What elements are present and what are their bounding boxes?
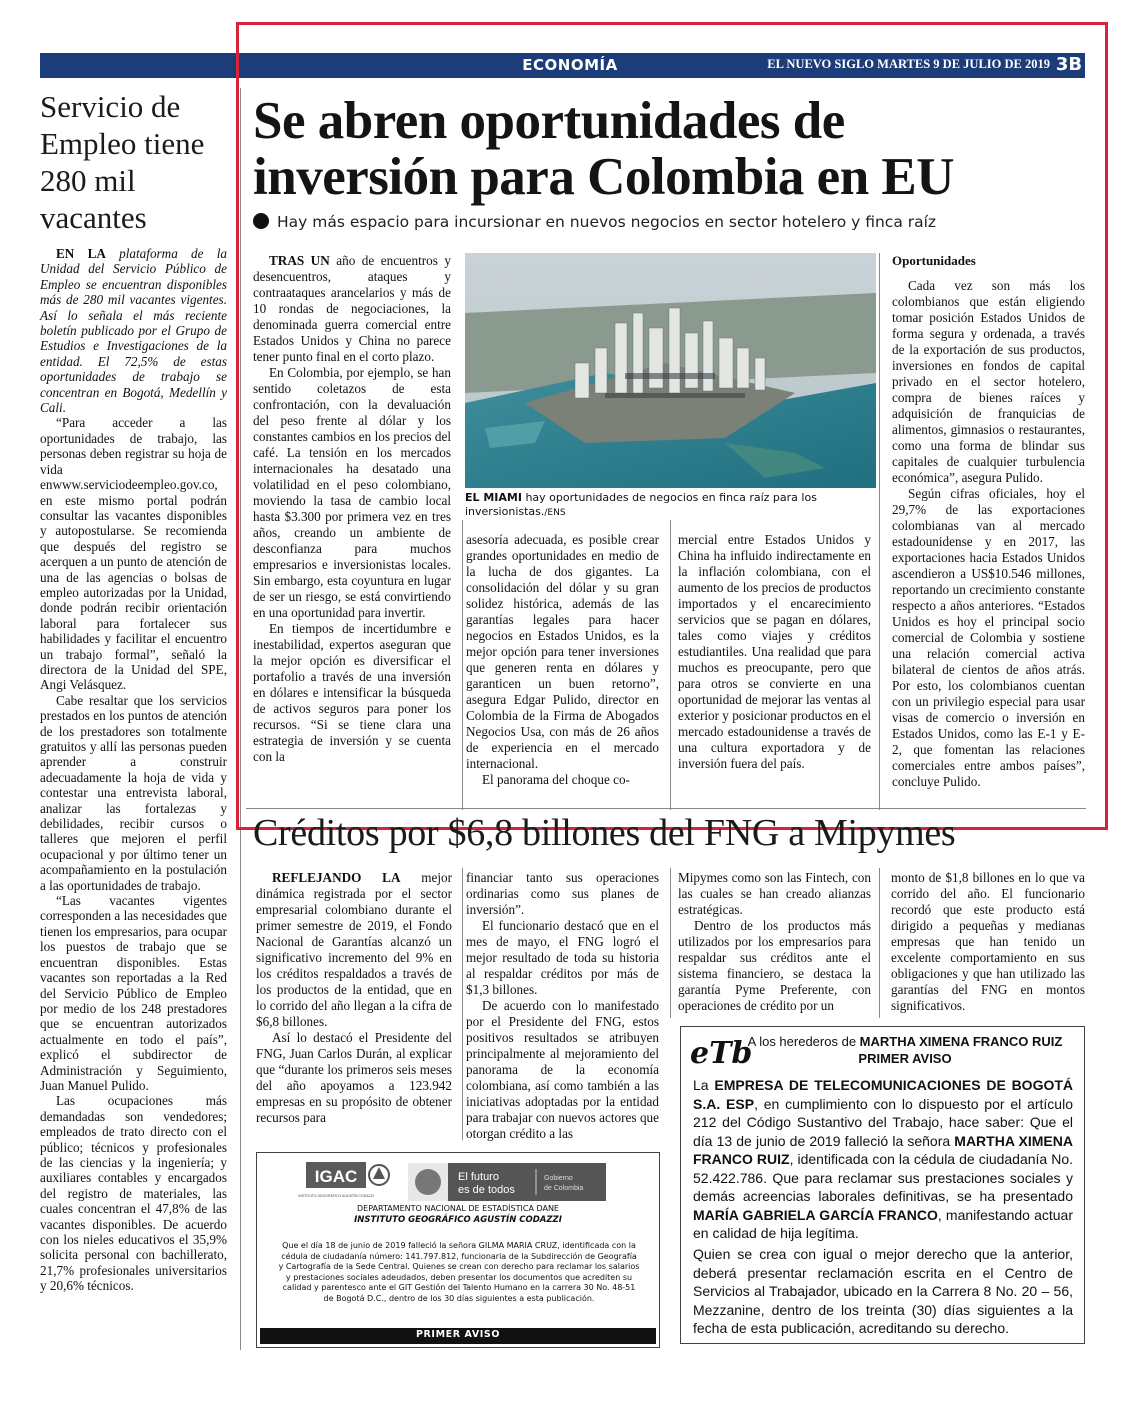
text: , manifestando actuar en calidad de hija legítima. xyxy=(693,1206,1073,1241)
text: La xyxy=(693,1077,709,1093)
banner-gov-2: de Colombia xyxy=(544,1185,584,1192)
etb-logo: eTb xyxy=(690,1036,753,1071)
paragraph-text: año de encuentros y desencuentros, ataques y contraataques arancelarios y más de 10 rondas de negociaciones, la denominada guerra comercial entre Estados Unidos y China no parece tener punto final en el corto plazo. xyxy=(253,253,451,364)
miami-aerial-photo xyxy=(465,253,876,488)
column-rule xyxy=(879,868,880,1018)
left-article-body xyxy=(40,246,227,1294)
lead-caps: REFLEJANDO LA xyxy=(272,870,401,885)
banner-text-1: El futuro xyxy=(458,1171,499,1183)
lead-caps: TRAS UN xyxy=(269,253,330,268)
main-col-3 xyxy=(678,532,871,772)
paragraph: En Colombia, por ejemplo, se han sentido coletazos de esta confrontación, con la devaluación del peso frente al dólar y los constantes cambios en los precios del café. La tensión en los mercados internacionales ha desatado una volatilidad en el peso colombiano, moviendo la tasa de cambio local hasta $3.300 por primera vez en tres años, creando un ambiente de desconfianza para muchos empresarios e inversionistas locales. Sin embargo, esta coyuntura en lugar de ser un riesgo, se está convirtiendo en una oportunidad para invertir. xyxy=(253,365,451,620)
paragraph: El panorama del choque co- xyxy=(482,772,630,787)
paragraph: De acuerdo con lo manifestado por el Presidente del FNG, estos positivos resultados se atribuyen principalmente al mejoramiento del panorama de la economía colombiana, así como también a las iniciativas adoptadas por la entidad para trabajar con nuevos actores que otorgan crédito a las xyxy=(466,998,659,1141)
igac-logo-subtext: INSTITUTO GEOGRÁFICO AGUSTÍN CODAZZI xyxy=(298,1194,374,1198)
section-divider xyxy=(246,808,1086,809)
photo-credit: /ENS xyxy=(544,508,566,518)
paragraph: “Las vacantes vigentes corresponden a las necesidades que tienen los empresarios, para ocupar los puestos de trabajo que se encuentran disponibles. Estas vacantes son reportadas a la Red del Servicio Público de Empleo por medio de los 248 prestadores que se encuentran autorizados actualmente en todo el país”, explicó el subdirector de Administración y Seguimiento, Juan Manuel Pulido. xyxy=(40,893,227,1093)
heading-prefix: A los herederos de xyxy=(747,1034,857,1049)
paragraph xyxy=(253,253,451,365)
igac-logo xyxy=(298,1160,390,1206)
paragraph: Según cifras oficiales, hoy el 29,7% de las exportaciones colombianas van al mercado estadounidense y en 2017, las exportaciones hacia Estados Unidos ascendieron a US$10.546 millones, reportando un crecimiento constante respecto a años anteriores. “Estados Unidos es hoy el principal socio comercial de Colombia y sostiene una relación comercial activa bilateral de cientos de años atrás. Por esto, los colombianos cuentan con un privilegio especial para usar visas de comercio o inversión en Estados Unidos, como las E-1 y E-2, que fomentan las relaciones comerciales entre ambos países”, concluye Pulido. xyxy=(892,486,1085,789)
paragraph-text: mejor dinámica registrada por el sector empresarial colombiano durante el primer semestre de 2019, el Fondo Nacional de Garantías alcanzó un significativo incremento del 9% en los créditos respaldados a través de los productos de la entidad, que en lo corrido del año llegan a la cifra de $6,8 billones. xyxy=(256,870,452,1029)
paragraph: En tiempos de incertidumbre e inestabilidad, expertos aseguran que la mejor opción es diversificar el portafolio a través de una inversión en dólares e intensificar la búsqueda de activos seguros para poner los recursos. “Si se tiene clara una estrategia de inversión y se cuenta con la xyxy=(253,621,451,764)
column-rule xyxy=(462,520,463,810)
paragraph: El funcionario destacó que en el mes de mayo, el FNG logró el mejor resultado de toda su historia al respaldar créditos por más de $1,3 billones. xyxy=(466,918,659,997)
main-col-2 xyxy=(466,532,659,788)
masthead-name: EL NUEVO SIGLO xyxy=(767,57,875,71)
column-rule xyxy=(240,88,241,1350)
second-col-1 xyxy=(256,870,452,1126)
main-col-1 xyxy=(253,253,451,765)
caption-text: hay oportunidades de negocios en finca raíz para los inversionistas. xyxy=(465,491,817,518)
paragraph xyxy=(256,870,452,1030)
etb-notice-label: PRIMER AVISO xyxy=(858,1051,952,1066)
column-rule xyxy=(670,868,671,1018)
main-subhead xyxy=(253,213,1053,231)
text: , en cumplimiento con lo dispuesto por el artículo 212 del Código Sustantivo del Trabajo, hace saber: Que el día 13 de junio de 2019 falleció la señora xyxy=(693,1095,1073,1149)
headline-line: inversión para Colombia en EU xyxy=(253,148,955,206)
column-rule xyxy=(879,253,880,810)
section-name: ECONOMÍA xyxy=(522,56,618,74)
second-col-2 xyxy=(466,870,659,1142)
igac-logo-icon xyxy=(298,1160,390,1206)
masthead-date xyxy=(760,57,1050,72)
subhead-text: Hay más espacio para incursionar en nuevos negocios en sector hotelero y finca raíz xyxy=(277,213,937,231)
company-name: EMPRESA DE TELECOMUNICACIONES DE BOGOTÁ S.A. ESP xyxy=(693,1077,1074,1112)
igac-footer-label: PRIMER AVISO xyxy=(415,1329,501,1340)
caption-lead: EL MIAMI xyxy=(465,491,522,504)
text: , identificada con la cédula de ciudadanía No. 52.422.786. Que para reclamar sus prestaciones sociales y demás acreencias laborales definitivas, se ha presentado xyxy=(693,1151,1074,1204)
column-rule xyxy=(462,868,463,1140)
paragraph: mercial entre Estados Unidos y China ha influido indirectamente en la inflación colombiana, con el aumento de los precios de productos importados y el encarecimiento servicios que se pagan en dólares, tales como viajes y créditos estudiantiles. Una realidad que para muchos es preocupante, pero que para otros se convierte en una oportunidad de mejorar las ventas al exterior y posicionar productos en el mercado estadounidense a través de una cultura exportadora y de inversión fuera del país. xyxy=(678,532,871,771)
paragraph-text: plataforma de la Unidad del Servicio Público de Empleo se encuentran disponibles más de 280 mil vacantes vigentes. Así lo señala el más reciente boletín publicado por el Grupo de Estudios e Investigaciones de la entidad. El 72,5% de estas oportunidades de trabajo se concentran en Bogotá, Medellín y Cali. xyxy=(40,246,228,416)
government-banner-art xyxy=(408,1163,606,1201)
photo-caption xyxy=(465,491,876,520)
paragraph: asesoría adecuada, es posible crear grandes oportunidades en medio de la lucha de dos gigantes. La consolidación del dólar y su gran solidez histórica, además de las garantías legales para hacer negocios en Estados Unidos, es la mejor opción para tener inversiones que generen renta en dólares y garanticen un buen retorno”, asegura Edgar Pulido, director en Colombia de la Firma de Abogados Negocios Usa, con más de 26 años de experiencia en el mercado internacional. xyxy=(466,532,659,771)
banner-text-2: es de todos xyxy=(458,1184,515,1196)
column-rule xyxy=(670,520,671,810)
igac-logo-text: IGAC xyxy=(314,1167,358,1186)
lead-caps: EN LA xyxy=(56,246,106,261)
government-banner xyxy=(408,1163,606,1201)
paragraph: Cabe resaltar que los servicios prestados en los puntos de atención de los prestadores son totalmente gratuitos y allí las personas pueden aprender a construir adecuadamente la hoja de vida y contestar una entrevista laboral, analizar las fortalezas y debilidades, recibir cursos o talleres que mejoren el perfil ocupacional y por último tener un acompañamiento en la postulación a las oportunidades de trabajo. xyxy=(40,692,227,893)
heading-name: MARTHA XIMENA FRANCO RUIZ xyxy=(859,1034,1063,1049)
bullet-icon xyxy=(253,213,269,229)
banner-gov-1: Gobierno xyxy=(544,1175,573,1182)
paragraph: monto de $1,8 billones en lo que va corrido del año. El funcionario recordó que este producto está dirigido a pequeñas y medianas empresas que han tenido un excelente comportamiento en sus obligaciones y que han utilizado las garantías del FNG en montos significativos. xyxy=(891,870,1085,1013)
second-col-4 xyxy=(891,870,1085,1014)
main-col-4 xyxy=(892,278,1085,790)
deceased-name: MARTHA XIMENA FRANCO RUIZ xyxy=(693,1132,1073,1167)
page-number: 3B xyxy=(1055,54,1083,75)
etb-notice-paragraph-1 xyxy=(693,1076,1073,1243)
paragraph: “Para acceder a las oportunidades de trabajo, las personas deben registrar su hoja de vida enwww.serviciodeempleo.gov.co, en este mismo portal podrán consultar las vacantes disponibles y autopostularse. Se recomienda que después del registro se acerquen a un punto de atención de una de las agencias o bolsas de empleo autorizadas por la Unidad, donde podrán recibir orientación laboral para fortalecer sus habilidades y facilitar el encuentro un trabajo formal”, señaló la directora de la Unidad del SPE, Angi Velásquez. xyxy=(40,415,227,693)
claimant-name: MARÍA GABRIELA GARCÍA FRANCO xyxy=(693,1206,938,1223)
second-headline: Créditos por $6,8 billones del FNG a Mipymes xyxy=(253,812,956,854)
igac-department: DEPARTAMENTO NACIONAL DE ESTADÍSTICA DANE xyxy=(356,1204,559,1213)
etb-heading xyxy=(740,1033,1070,1067)
igac-institute: INSTITUTO GEOGRÁFICO AGUSTÍN CODAZZI xyxy=(354,1215,562,1225)
paragraph xyxy=(40,246,227,415)
etb-notice-paragraph-2: Quien se crea con igual o mejor derecho que la anterior, deberá presentar reclamación escrita en el Centro de Servicios al Trabajador, ubicado en la Carrera 8 No. 20 – 56, Mezzanine, dentro de los treinta (30) días siguientes a la fecha de esta publicación, acreditando su derecho. xyxy=(693,1246,1073,1336)
left-article-title: Servicio de Empleo tiene 280 mil vacantes xyxy=(40,89,205,235)
paragraph: Mipymes como son las Fintech, con las cuales se han creado alianzas estratégicas. xyxy=(678,870,871,917)
headline-line: Se abren oportunidades de xyxy=(253,92,845,150)
etb-heading-line xyxy=(740,1033,1070,1050)
paragraph: financiar tanto sus operaciones ordinarias como sus planes de inversión”. xyxy=(466,870,659,917)
section-subtitle: Oportunidades xyxy=(892,253,976,268)
city-photo-illustration xyxy=(465,253,876,488)
paragraph: Cada vez son más los colombianos que están eligiendo tomar posición Estados Unidos de forma segura y ordenada, a través de la exportación de sus productos, inversiones en fondos de capital privado en el sector hotelero, compra de bienes raíces y adquisición de franquicias de alimentos, gimnasios o restaurantes, como una forma de blindar sus capitales de cualquier turbulencia económica”, asegura Pulido. xyxy=(892,278,1085,485)
paragraph: Dentro de los productos más utilizados por los empresarios para respaldar sus créditos ante el sistema financiero, se destaca la garantía Pyme Preferente, con operaciones de crédito por un xyxy=(678,918,871,1013)
paragraph: Así lo destacó el Presidente del FNG, Juan Carlos Durán, al explicar que “durante los primeros seis meses del año apoyamos a 123.942 empresas en su propósito de obtener recursos para xyxy=(256,1030,452,1125)
igac-notice-text: Que el día 18 de junio de 2019 falleció la señora GILMA MARIA CRUZ, identificada con la cédula de ciudadanía número: 141.797.812, funcionaria de la Subdirección de Geografía y Cartografía de la Sede Central. Quienes se crean con derecho para reclamar los salarios y prestaciones sociales adeudados, deben presentar los documentos que acrediten su calidad y parentesco ante el GIT Gestión del Talento Humano en la carrera 30 No. 48-51 de Bogotá D.C., dentro de los 30 días siguientes a esta publicación. xyxy=(278,1241,640,1303)
paragraph: Las ocupaciones más demandadas son vendedores; empleados de trato directo con el público; técnicos y profesionales de las ciencias y la ingeniería; y auxiliares contables y encargados del registro de materiales, las cuales concentran el 47,8% de las vacantes disponibles. De acuerdo con los nieles educativos el 35,9% solicita personal con bachillerato, 21,7% profesionales universitarios y 20,6% técnicos. xyxy=(40,1093,227,1294)
issue-date: MARTES 9 DE JULIO DE 2019 xyxy=(877,57,1050,71)
main-headline xyxy=(253,93,1093,205)
second-col-3 xyxy=(678,870,871,1014)
